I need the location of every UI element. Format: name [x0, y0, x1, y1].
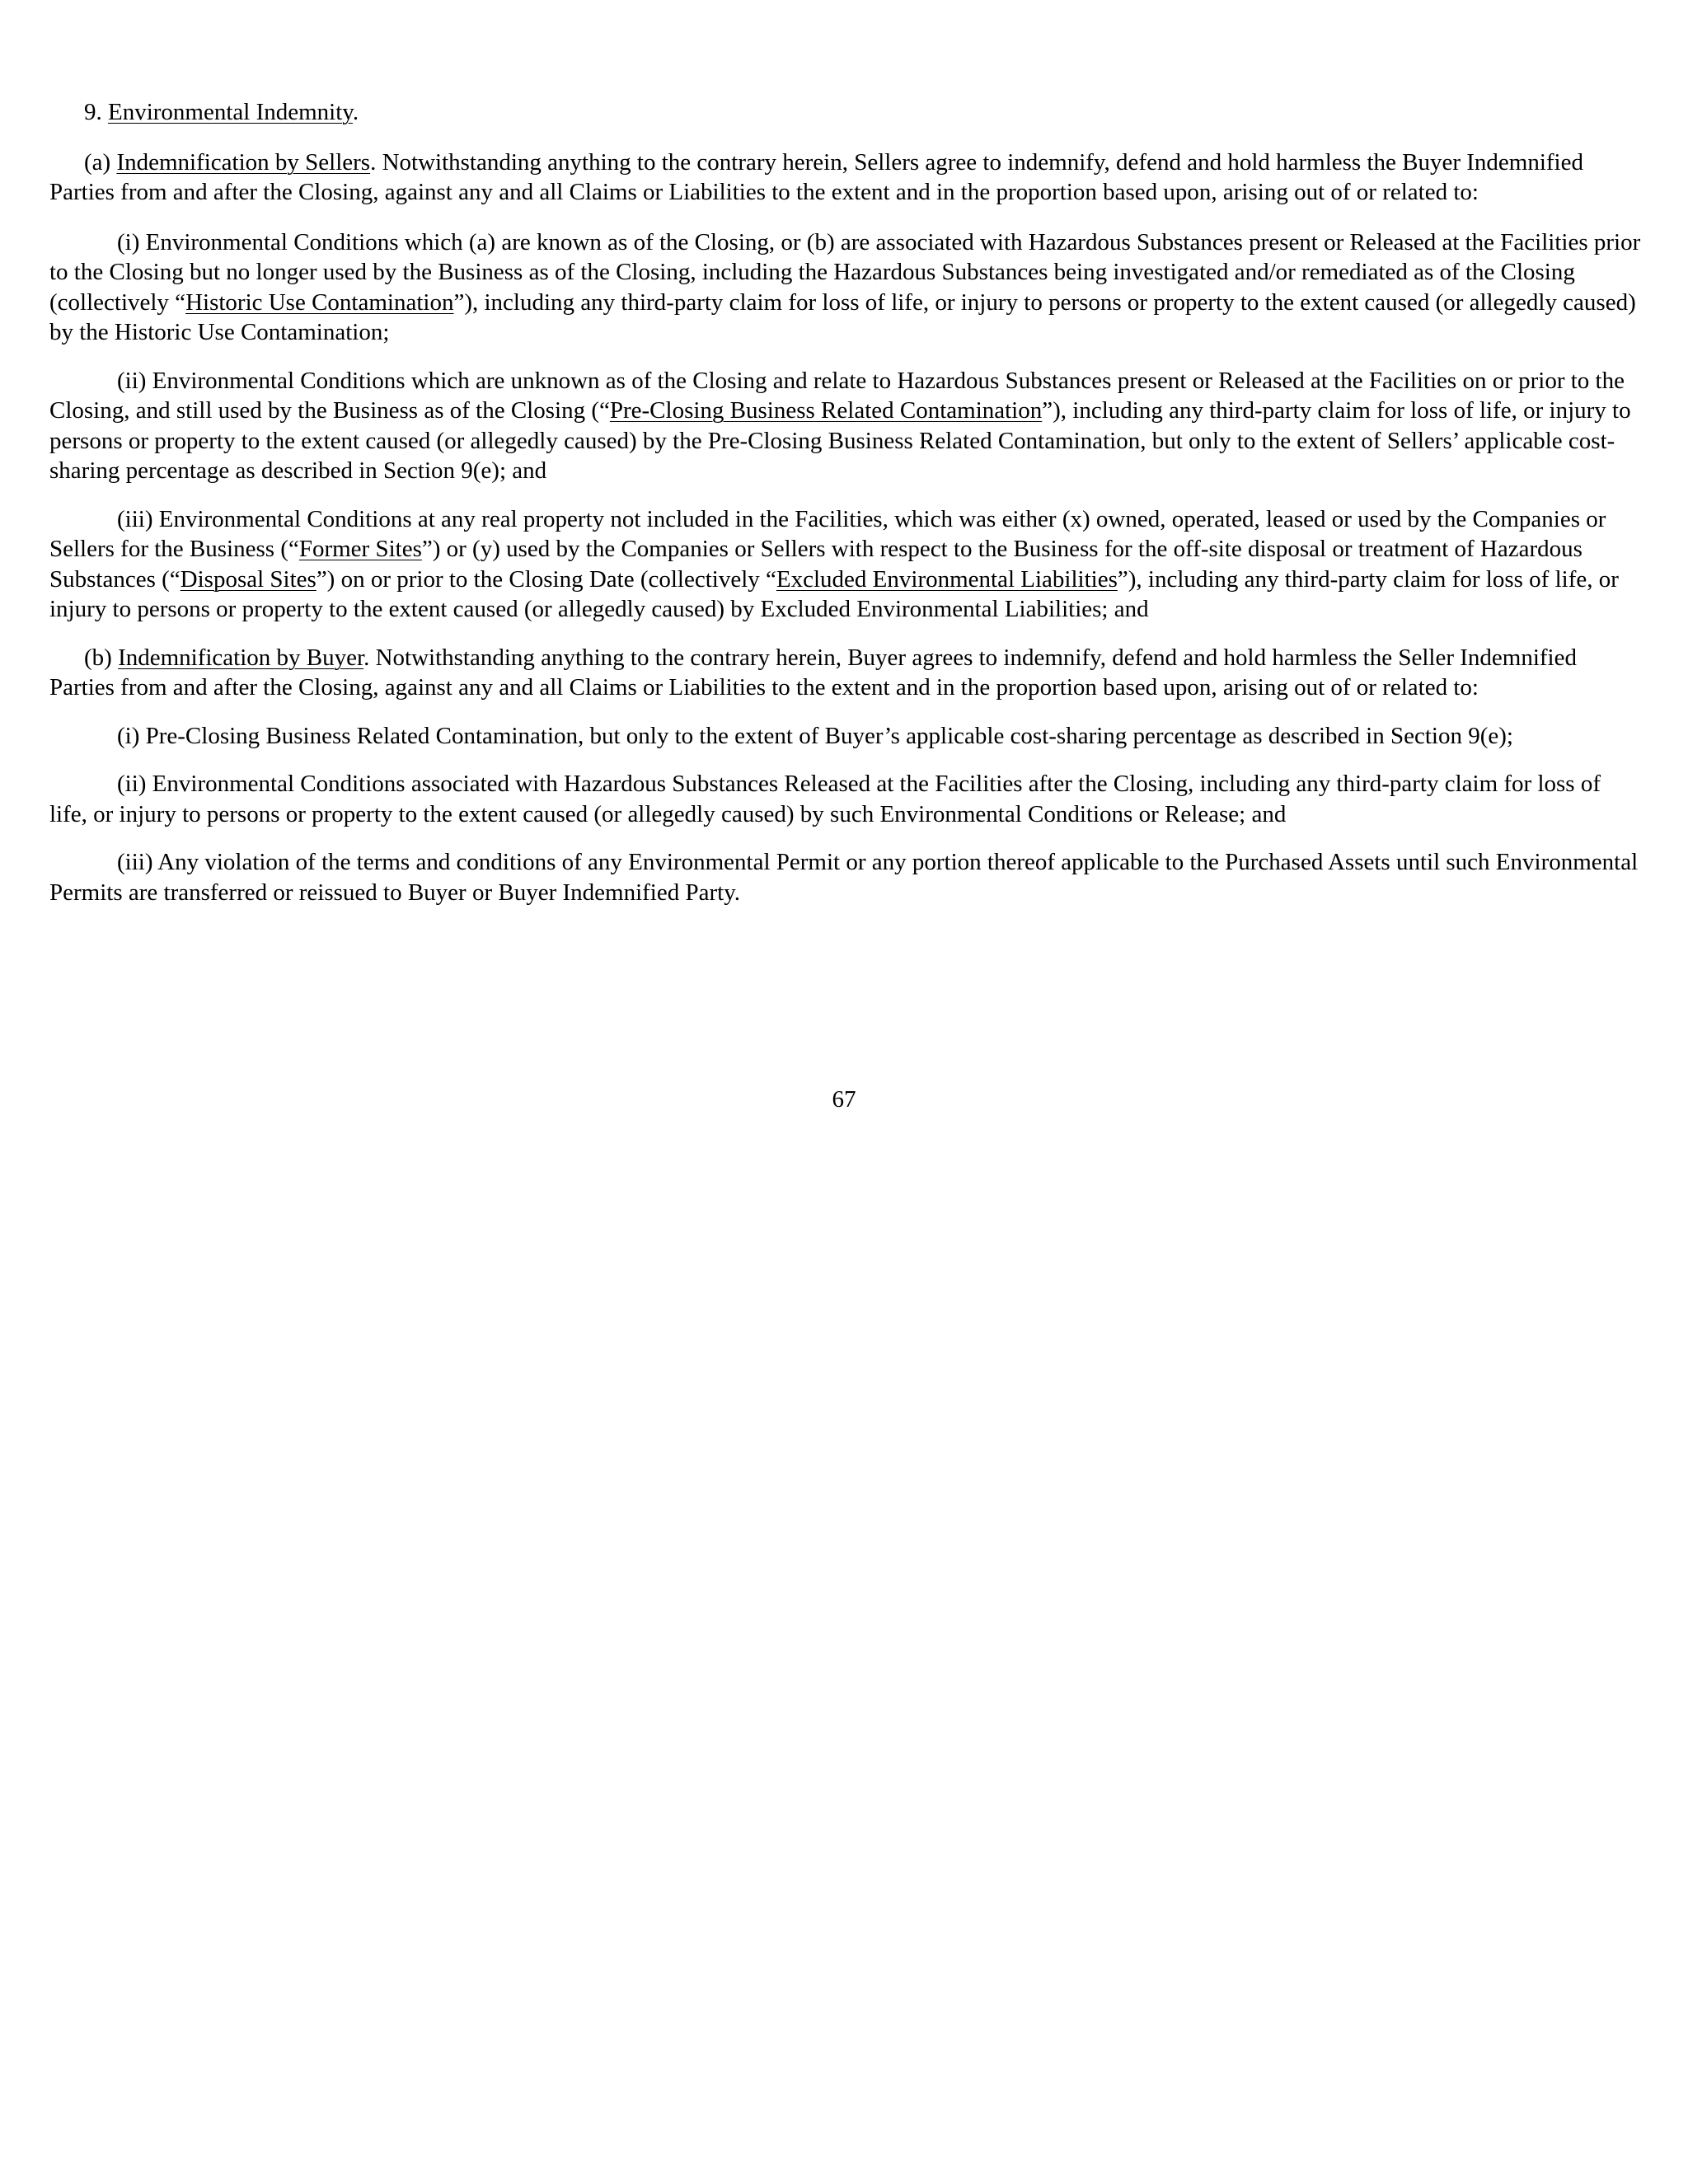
- paragraph-a-iii-text1: (iii) Environmental Conditions at any real property not included in the Facilities, which was either (x) owned, operated, leased or used by the Companies or Sellers for the Business (“: [49, 505, 1606, 562]
- paragraph-a-ii-text1: (ii) Environmental Conditions which are unknown as of the Closing and relate to Hazardous Substances present or Released at the Facilities on or prior to the Closing, and still used by the Business as of the Closing (“: [49, 367, 1625, 424]
- section-heading: [49, 97, 1643, 128]
- paragraph-a-iii-text2: ”) or (y) used by the Companies or Sellers with respect to the Business for the off-site disposal or treatment of Hazardous Substances (“: [49, 536, 1582, 593]
- section-title-end: .: [352, 99, 359, 125]
- paragraph-a-text: . Notwithstanding anything to the contrary herein, Sellers agree to indemnify, defend and hold harmless the Buyer Indemnified Parties from and after the Closing, against any and all Claims or Liabilities to the extent and in the proportion based upon, arising out of or related to:: [49, 148, 1583, 205]
- term-former-sites: Former Sites: [298, 536, 422, 562]
- term-pre-closing-contamination: Pre-Closing Business Related Contamination: [609, 397, 1043, 424]
- paragraph-b-title: Indemnification by Buyer: [118, 644, 364, 671]
- paragraph-a-ii-text2: ”), including any third-party claim for loss of life, or injury to persons or property to the extent caused (or allegedly caused) by the Pre-Closing Business Related Contamination, but only to the extent of Sellers’ applicable cost-sharing percentage as described in Section 9(e); and: [49, 397, 1631, 484]
- paragraph-a-i-text2: ”), including any third-party claim for loss of life, or injury to persons or property to the extent caused (or allegedly caused) by the Historic Use Contamination;: [49, 288, 1636, 345]
- section-number: 9.: [84, 99, 108, 125]
- term-disposal-sites: Disposal Sites: [180, 565, 316, 593]
- paragraph-a-i-text1: (i) Environmental Conditions which (a) are known as of the Closing, or (b) are associated with Hazardous Substances present or Released at the Facilities prior to the Closing but no longer used by the Business as of the Closing, including the Hazardous Substances being investigated and/or remediated as of the Closing (collectively “: [49, 228, 1641, 316]
- term-excluded-environmental-liabilities: Excluded Environmental Liabilities: [776, 565, 1118, 593]
- paragraph-a-iii-text4: ”), including any third-party claim for loss of life, or injury to persons or property to the extent caused (or allegedly caused) by Excluded Environmental Liabilities; and: [49, 565, 1619, 622]
- paragraph-b-ii: (ii) Environmental Conditions associated with Hazardous Substances Released at the Facilities after the Closing, including any third-party claim for loss of life, or injury to persons or property to the extent caused (or allegedly caused) by such Environmental Conditions or Release; and: [49, 771, 1601, 827]
- paragraph-b-i: (i) Pre-Closing Business Related Contamination, but only to the extent of Buyer’s applicable cost-sharing percentage as described in Section 9(e);: [117, 722, 1513, 749]
- paragraph-a: [49, 148, 1643, 208]
- paragraph-b-iii: (iii) Any violation of the terms and conditions of any Environmental Permit or any portion thereof applicable to the Purchased Assets until such Environmental Permits are transferred or reissued to Buyer or Buyer Indemnified Party.: [49, 849, 1639, 906]
- paragraph-b-prefix: (b): [84, 644, 119, 671]
- term-historic-use-contamination: Historic Use Contamination: [185, 288, 454, 316]
- paragraph-b-text: . Notwithstanding anything to the contrary herein, Buyer agrees to indemnify, defend and hold harmless the Seller Indemnified Parties from and after the Closing, against any and all Claims or Liabilities to the extent and in the proportion based upon, arising out of or related to:: [49, 644, 1577, 701]
- paragraph-a-iii: [49, 504, 1643, 625]
- paragraph-a-title: Indemnification by Sellers: [116, 148, 371, 176]
- paragraph-a-i: [49, 227, 1643, 348]
- section-title: Environmental Indemnity: [108, 99, 353, 125]
- paragraph-a-iii-text3: ”) on or prior to the Closing Date (collectively “: [316, 565, 776, 593]
- paragraph-a-ii: [49, 366, 1643, 486]
- document-page: [49, 97, 1643, 926]
- paragraph-b: [49, 643, 1643, 703]
- page-number: 67: [832, 1086, 856, 1113]
- paragraph-a-prefix: (a): [84, 148, 117, 176]
